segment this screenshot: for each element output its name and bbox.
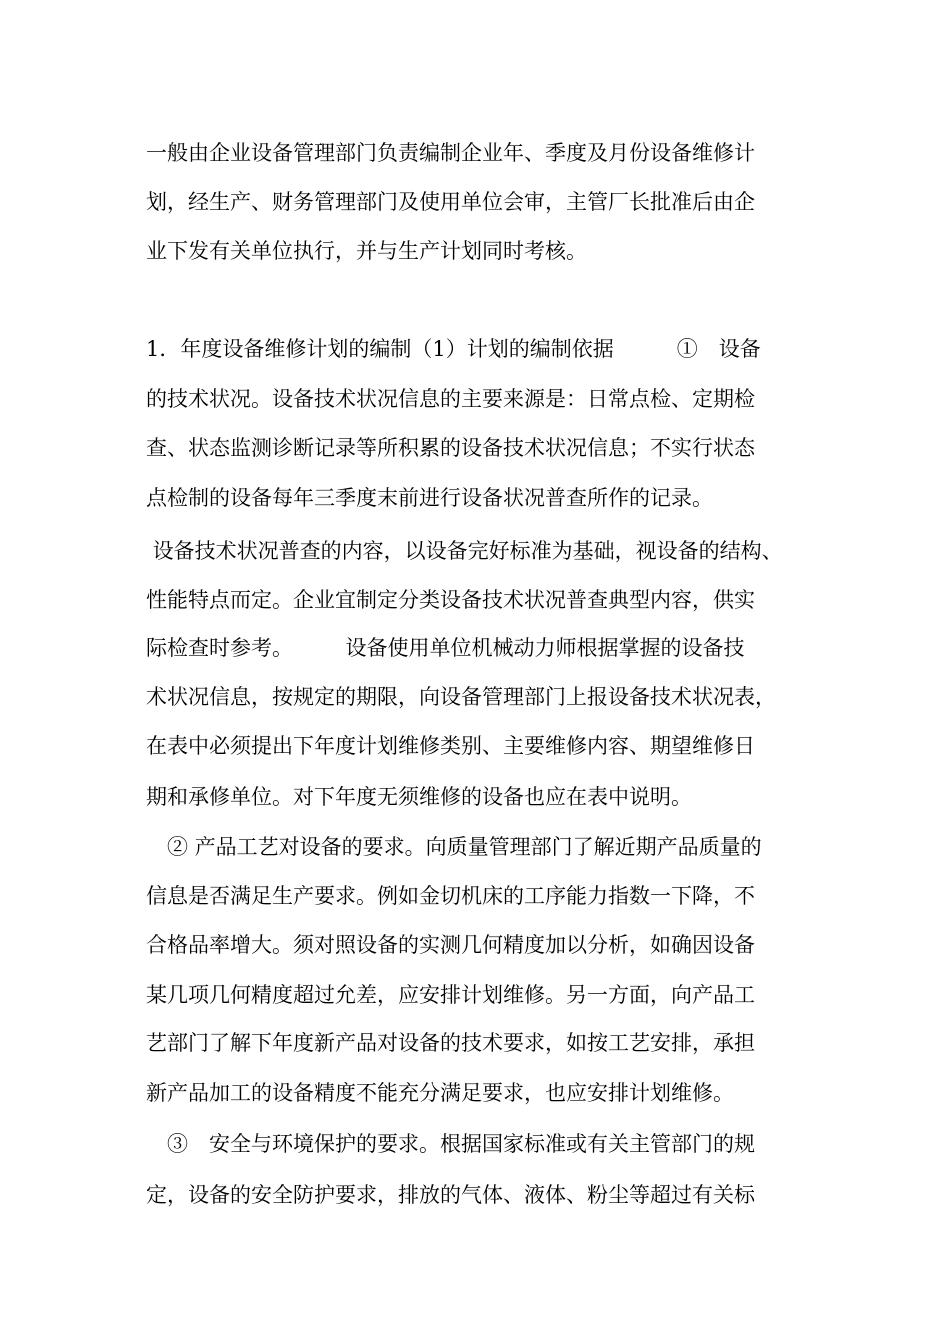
- paragraph-line: 性能特点而定。企业宜制定分类设备技术状况普查典型内容，供实: [146, 588, 755, 612]
- paragraph-line: 术状况信息，按规定的期限，向设备管理部门上报设备技术状况表，: [146, 685, 776, 709]
- paragraph-line: 点检制的设备每年三季度末前进行设备状况普查所作的记录。: [146, 486, 713, 510]
- paragraph-line: 某几项几何精度超过允差，应安排计划维修。另一方面，向产品工: [146, 983, 755, 1007]
- paragraph-line: 划，经生产、财务管理部门及使用单位会审，主管厂长批准后由企: [146, 190, 755, 214]
- paragraph-line: 查、状态监测诊断记录等所积累的设备技术状况信息；不实行状态: [146, 436, 755, 460]
- paragraph-line: ③ 安全与环境保护的要求。根据国家标准或有关主管部门的规: [146, 1132, 755, 1156]
- paragraph-line: 合格品率增大。须对照设备的实测几何精度加以分析，如确因设备: [146, 933, 755, 957]
- paragraph-line: 艺部门了解下年度新产品对设备的技术要求，如按工艺安排，承担: [146, 1031, 755, 1055]
- paragraph-line: 信息是否满足生产要求。例如金切机床的工序能力指数一下降，不: [146, 884, 755, 908]
- paragraph-line: 一般由企业设备管理部门负责编制企业年、季度及月份设备维修计: [146, 141, 755, 165]
- paragraph-line: 定，设备的安全防护要求，排放的气体、液体、粉尘等超过有关标: [146, 1183, 755, 1207]
- paragraph-line: 1．年度设备维修计划的编制（1）计划的编制依据 ① 设备: [146, 337, 761, 361]
- paragraph-line: 业下发有关单位执行，并与生产计划同时考核。: [146, 239, 587, 263]
- paragraph-line: 期和承修单位。对下年度无须维修的设备也应在表中说明。: [146, 785, 692, 809]
- paragraph-line: 设备技术状况普查的内容，以设备完好标准为基础，视设备的结构、: [146, 539, 783, 563]
- paragraph-line: 在表中必须提出下年度计划维修类别、主要维修内容、期望维修日: [146, 734, 755, 758]
- paragraph-line: 的技术状况。设备技术状况信息的主要来源是：日常点检、定期检: [146, 387, 755, 411]
- paragraph-line: 际检查时参考。 设备使用单位机械动力师根据掌握的设备技: [146, 636, 745, 660]
- paragraph-line: ② 产品工艺对设备的要求。向质量管理部门了解近期产品质量的: [146, 835, 762, 859]
- paragraph-line: 新产品加工的设备精度不能充分满足要求，也应安排计划维修。: [146, 1081, 734, 1105]
